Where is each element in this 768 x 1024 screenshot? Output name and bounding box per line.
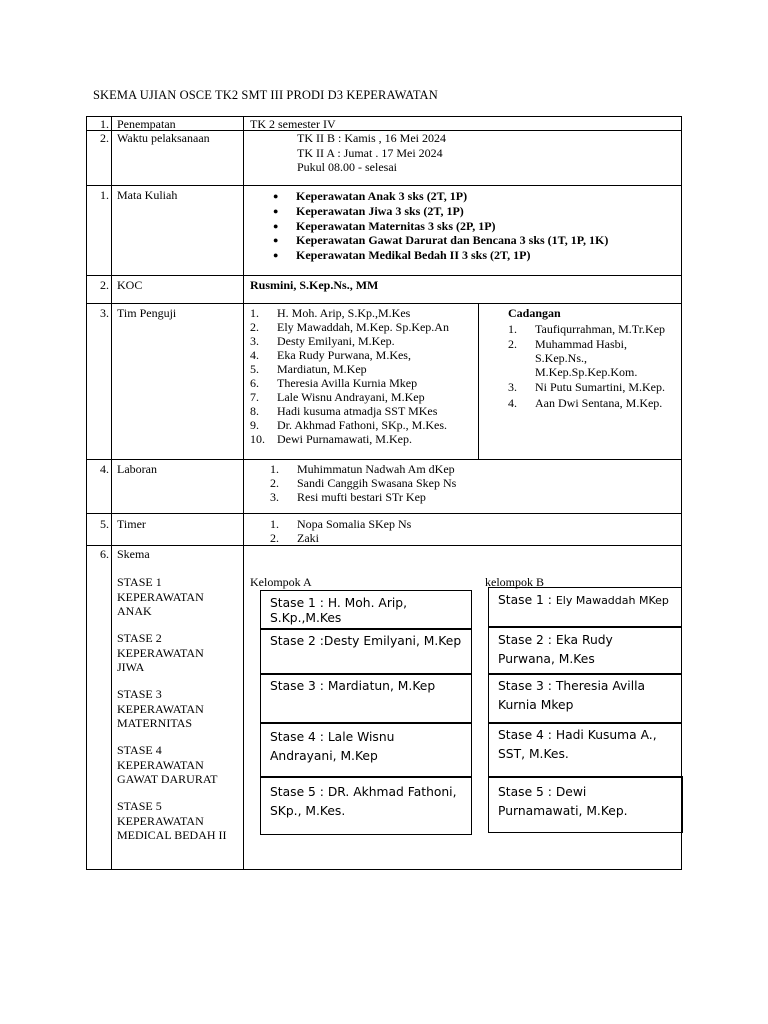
- cadangan-title: Cadangan: [508, 306, 561, 320]
- waktu-line: TK II A : Jumat . 17 Mei 2024: [297, 145, 443, 160]
- row-number: 1.: [100, 188, 109, 202]
- list-item: 9. Dr. Akhmad Fathoni, SKp., M.Kes.: [250, 418, 448, 432]
- list-item: 3. Resi mufti bestari STr Kep: [270, 490, 426, 504]
- koc-value: Rusmini, S.Kep.Ns., MM: [250, 278, 379, 292]
- stase-5-label: STASE 5 KEPERAWATAN MEDICAL BEDAH II: [117, 799, 227, 842]
- waktu-line: Pukul 08.00 - selesai: [297, 160, 397, 174]
- list-item: 3. Ni Putu Sumartini, M.Kep.: [508, 380, 666, 394]
- list-item: ● Keperawatan Jiwa 3 sks (2T, 1P): [270, 204, 608, 219]
- group-b-stase-3: Stase 3 : Theresia Avilla Kurnia Mkep: [488, 673, 682, 724]
- mata-kuliah-list: [270, 189, 608, 263]
- list-item: 5. Mardiatun, M.Kep: [250, 362, 367, 376]
- timer-label: Timer: [117, 517, 146, 531]
- group-a-stase-4: Stase 4 : Lale Wisnu Andrayani, M.Kep: [260, 722, 472, 778]
- row-number: 5.: [100, 517, 109, 531]
- list-item: ● Keperawatan Anak 3 sks (2T, 1P): [270, 189, 608, 204]
- kelompok-b-heading: kelompok B: [485, 575, 544, 589]
- document-title: SKEMA UJIAN OSCE TK2 SMT III PRODI D3 KEPERAWATAN: [93, 88, 438, 102]
- list-item: 1. Nopa Somalia SKep Ns: [270, 517, 412, 531]
- cadangan-list: [508, 322, 678, 410]
- stase-3-label: STASE 3 KEPERAWATAN MATERNITAS: [117, 687, 204, 730]
- list-item: 1. Taufiqurrahman, M.Tr.Kep: [508, 322, 666, 336]
- list-item: 2. Muhammad Hasbi, S.Kep.Ns., M.Kep.Sp.Kep.Kom.: [508, 337, 638, 379]
- waktu-line: TK II B : Kamis , 16 Mei 2024: [297, 131, 446, 145]
- row-number: 1.: [100, 117, 109, 131]
- list-item: 4. Eka Rudy Purwana, M.Kes,: [250, 348, 411, 362]
- group-b-stase-5: Stase 5 : Dewi Purnamawati, M.Kep.: [488, 776, 683, 833]
- list-item: 2. Ely Mawaddah, M.Kep. Sp.Kep.An: [250, 320, 449, 334]
- penempatan-value: TK 2 semester IV: [250, 117, 336, 131]
- list-item: 1. Muhimmatun Nadwah Am dKep: [270, 462, 455, 476]
- mata-kuliah-label: Mata Kuliah: [117, 188, 178, 202]
- penempatan-label: Penempatan: [117, 117, 176, 131]
- list-item: 8. Hadi kusuma atmadja SST MKes: [250, 404, 438, 418]
- row-number: 4.: [100, 462, 109, 476]
- group-a-stase-3: Stase 3 : Mardiatun, M.Kep: [260, 673, 472, 724]
- stase-2-label: STASE 2 KEPERAWATAN JIWA: [117, 631, 204, 674]
- stase-4-label: STASE 4 KEPERAWATAN GAWAT DARURAT: [117, 743, 218, 786]
- waktu-label: Waktu pelaksanaan: [117, 131, 210, 145]
- list-item: 7. Lale Wisnu Andrayani, M.Kep: [250, 390, 425, 404]
- tim-penguji-label: Tim Penguji: [117, 306, 177, 320]
- list-item: 4. Aan Dwi Sentana, M.Kep.: [508, 396, 663, 410]
- row-number: 2.: [100, 278, 109, 292]
- group-a-stase-2: Stase 2 :Desty Emilyani, M.Kep: [260, 628, 472, 675]
- group-b-stase-1: Stase 1 : Ely Mawaddah MKep: [488, 587, 682, 628]
- list-item: ● Keperawatan Medikal Bedah II 3 sks (2T, 1P): [270, 248, 608, 263]
- list-item: 2. Zaki: [270, 531, 319, 545]
- list-item: ● Keperawatan Maternitas 3 sks (2P, 1P): [270, 219, 608, 234]
- group-a-stase-5: Stase 5 : DR. Akhmad Fathoni, SKp., M.Kes.: [260, 776, 472, 835]
- laboran-label: Laboran: [117, 462, 157, 476]
- group-b-stase-2: Stase 2 : Eka Rudy Purwana, M.Kes: [488, 626, 682, 675]
- list-item: 1. H. Moh. Arip, S.Kp.,M.Kes: [250, 306, 411, 320]
- group-b-stase-4: Stase 4 : Hadi Kusuma A., SST, M.Kes.: [488, 722, 682, 778]
- tim-penguji-list: [250, 306, 449, 446]
- list-item: ● Keperawatan Gawat Darurat dan Bencana 3 sks (1T, 1P, 1K): [270, 233, 608, 248]
- skema-label: Skema: [117, 547, 150, 561]
- group-a-stase-1: Stase 1 : H. Moh. Arip, S.Kp.,M.Kes: [260, 590, 472, 630]
- waktu-value: [297, 131, 446, 175]
- list-item: 6. Theresia Avilla Kurnia Mkep: [250, 376, 418, 390]
- row-number: 2.: [100, 131, 109, 145]
- laboran-list: [270, 462, 456, 504]
- row-number: 3.: [100, 306, 109, 320]
- list-item: 2. Sandi Canggih Swasana Skep Ns: [270, 476, 457, 490]
- timer-list: [270, 517, 411, 545]
- kelompok-a-heading: Kelompok A: [250, 575, 312, 589]
- list-item: 3. Desty Emilyani, M.Kep.: [250, 334, 395, 348]
- row-number: 6.: [100, 547, 109, 561]
- koc-label: KOC: [117, 278, 143, 292]
- stase-1-label: STASE 1 KEPERAWATAN ANAK: [117, 575, 204, 618]
- list-item: 10. Dewi Purnamawati, M.Kep.: [250, 432, 412, 446]
